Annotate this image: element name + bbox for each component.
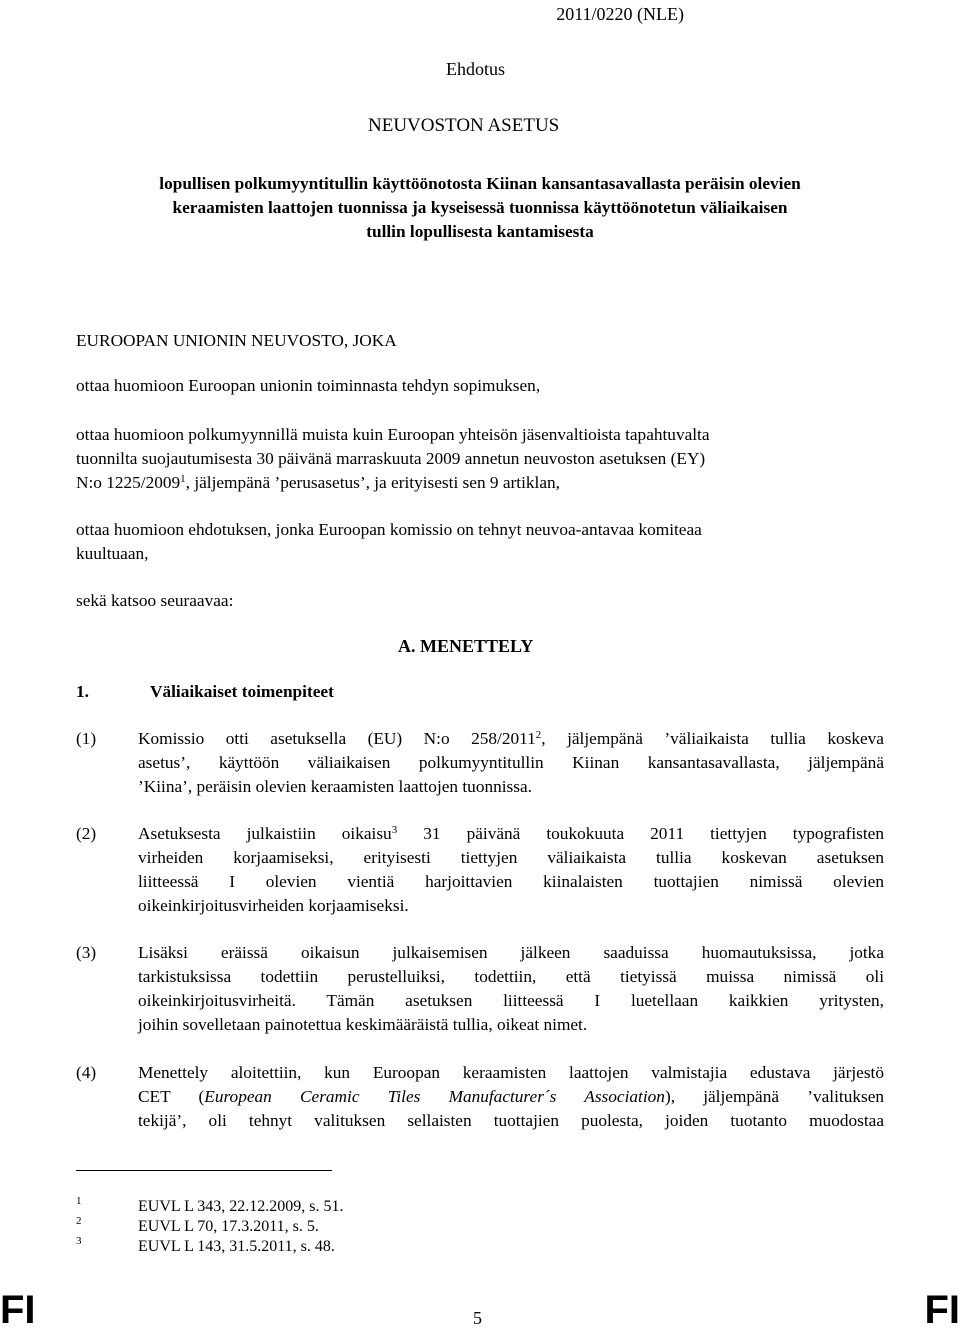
recital-number: (2) xyxy=(76,824,97,843)
recital-line: ’Kiina’, peräisin olevien keraamisten laattojen tuonnissa. xyxy=(138,777,532,796)
subsection-title: Väliaikaiset toimenpiteet xyxy=(150,682,334,701)
document-subtitle xyxy=(60,172,900,244)
subtitle-line: lopullisen polkumyyntitullin käyttöönotosta Kiinan kansantasavallasta peräisin olevien xyxy=(159,174,801,193)
footnote-ref: 1 xyxy=(180,473,186,485)
footnote-text: EUVL L 70, 17.3.2011, s. 5. xyxy=(138,1218,319,1235)
citation-line: kuultuaan, xyxy=(76,544,149,563)
subtitle-line: keraamisten laattojen tuonnissa ja kyseisessä tuonnissa käyttöönotetun väliaikaisen xyxy=(172,198,788,217)
citation-basic-regulation xyxy=(76,423,884,495)
citation-line: N:o 1225/2009$^1$, jäljempänä ’perusasetus’, ja erityisesti sen 9 artiklan, xyxy=(76,473,560,492)
association-name: European Ceramic Tiles Manufacturer´s Association xyxy=(204,1087,665,1106)
recital-line: Asetuksesta julkaistiin oikaisu$^3$ 31 päivänä toukokuuta 2011 tiettyjen typografisten xyxy=(138,824,884,843)
footnote-ref: 2 xyxy=(535,729,542,741)
recital-line: joihin sovelletaan painotettua keskimääräistä tullia, oikeat nimet. xyxy=(138,1015,588,1034)
footnote-number: 1 xyxy=(76,1195,82,1207)
recital-line: Menettely aloitettiin, kun Euroopan keraamisten laattojen valmistajia edustava järjestö xyxy=(138,1063,884,1082)
recital-number: (1) xyxy=(76,729,97,748)
citation-line: tuonnilta suojautumisesta 30 päivänä marraskuuta 2009 annetun neuvoston asetuksen (EY) xyxy=(76,449,706,468)
footnote-number: 3 xyxy=(76,1235,82,1247)
recital-text xyxy=(138,727,884,799)
recital-text xyxy=(138,822,884,918)
council-heading: EUROOPAN UNIONIN NEUVOSTO, JOKA xyxy=(76,331,397,350)
recital-number: (3) xyxy=(76,943,97,962)
recital-line: tekijä’, oli tehnyt valituksen sellaisten tuottajien puolesta, joiden tuotanto muodostaa xyxy=(138,1111,884,1130)
recital-line: oikeinkirjoitusvirheitä. Tämän asetuksen liitteessä I luetellaan kaikkien yritysten, xyxy=(138,991,884,1010)
subsection-number: 1. xyxy=(76,682,89,701)
recital-line: tarkistuksissa todettiin perustelluiksi, todettiin, että tietyissä muissa nimissä oli xyxy=(138,967,884,986)
document-title: NEUVOSTON ASETUS xyxy=(368,115,560,136)
recital-line: asetus’, käyttöön väliaikaisen polkumyyntitullin Kiinan kansantasavallasta, jäljempänä xyxy=(138,753,884,772)
recital-text xyxy=(138,941,884,1037)
whereas-intro: sekä katsoo seuraavaa: xyxy=(76,591,234,610)
recital-line: virheiden korjaamiseksi, erityisesti tiettyjen väliaikaista tullia koskevan asetuksen xyxy=(138,848,884,867)
recital-text xyxy=(138,1061,884,1133)
footnote-separator xyxy=(76,1170,332,1171)
footnote-text: EUVL L 143, 31.5.2011, s. 48. xyxy=(138,1238,335,1255)
recital-line: liitteessä I olevien vientiä harjoittavien kiinalaisten tuottajien nimissä olevien xyxy=(138,872,884,891)
document-reference: 2011/0220 (NLE) xyxy=(556,4,684,24)
citation-treaty: ottaa huomioon Euroopan unionin toiminnasta tehdyn sopimuksen, xyxy=(76,376,541,395)
recital-line: CET (European Ceramic Tiles Manufacturer´s Association), jäljempänä ’valituksen xyxy=(138,1087,885,1106)
section-heading: A. MENETTELY xyxy=(398,636,534,656)
language-code-right: FI xyxy=(924,1288,960,1332)
footnote-number: 2 xyxy=(76,1215,82,1227)
subtitle-line: tullin lopullisesta kantamisesta xyxy=(366,222,594,241)
proposal-label: Ehdotus xyxy=(446,59,506,79)
language-code-left: FI xyxy=(0,1288,36,1332)
footnote-text: EUVL L 343, 22.12.2009, s. 51. xyxy=(138,1198,344,1215)
recital-line: Komissio otti asetuksella (EU) N:o 258/2011$^2$, jäljempänä ’väliaikaista tullia koskeva xyxy=(138,729,884,748)
citation-commission-proposal xyxy=(76,518,884,566)
page-number: 5 xyxy=(473,1308,482,1328)
subsection-heading xyxy=(76,680,334,704)
recital-line: oikeinkirjoitusvirheiden korjaamiseksi. xyxy=(138,896,409,915)
recital-number: (4) xyxy=(76,1063,97,1082)
citation-line: ottaa huomioon ehdotuksen, jonka Euroopan komissio on tehnyt neuvoa-antavaa komiteaa xyxy=(76,520,702,539)
citation-line: ottaa huomioon polkumyynnillä muista kuin Euroopan yhteisön jäsenvaltioista tapahtuvalta xyxy=(76,425,710,444)
recital-line: Lisäksi eräissä oikaisun julkaisemisen jälkeen saaduissa huomautuksissa, jotka xyxy=(138,943,884,962)
footnote-ref: 3 xyxy=(391,824,398,836)
